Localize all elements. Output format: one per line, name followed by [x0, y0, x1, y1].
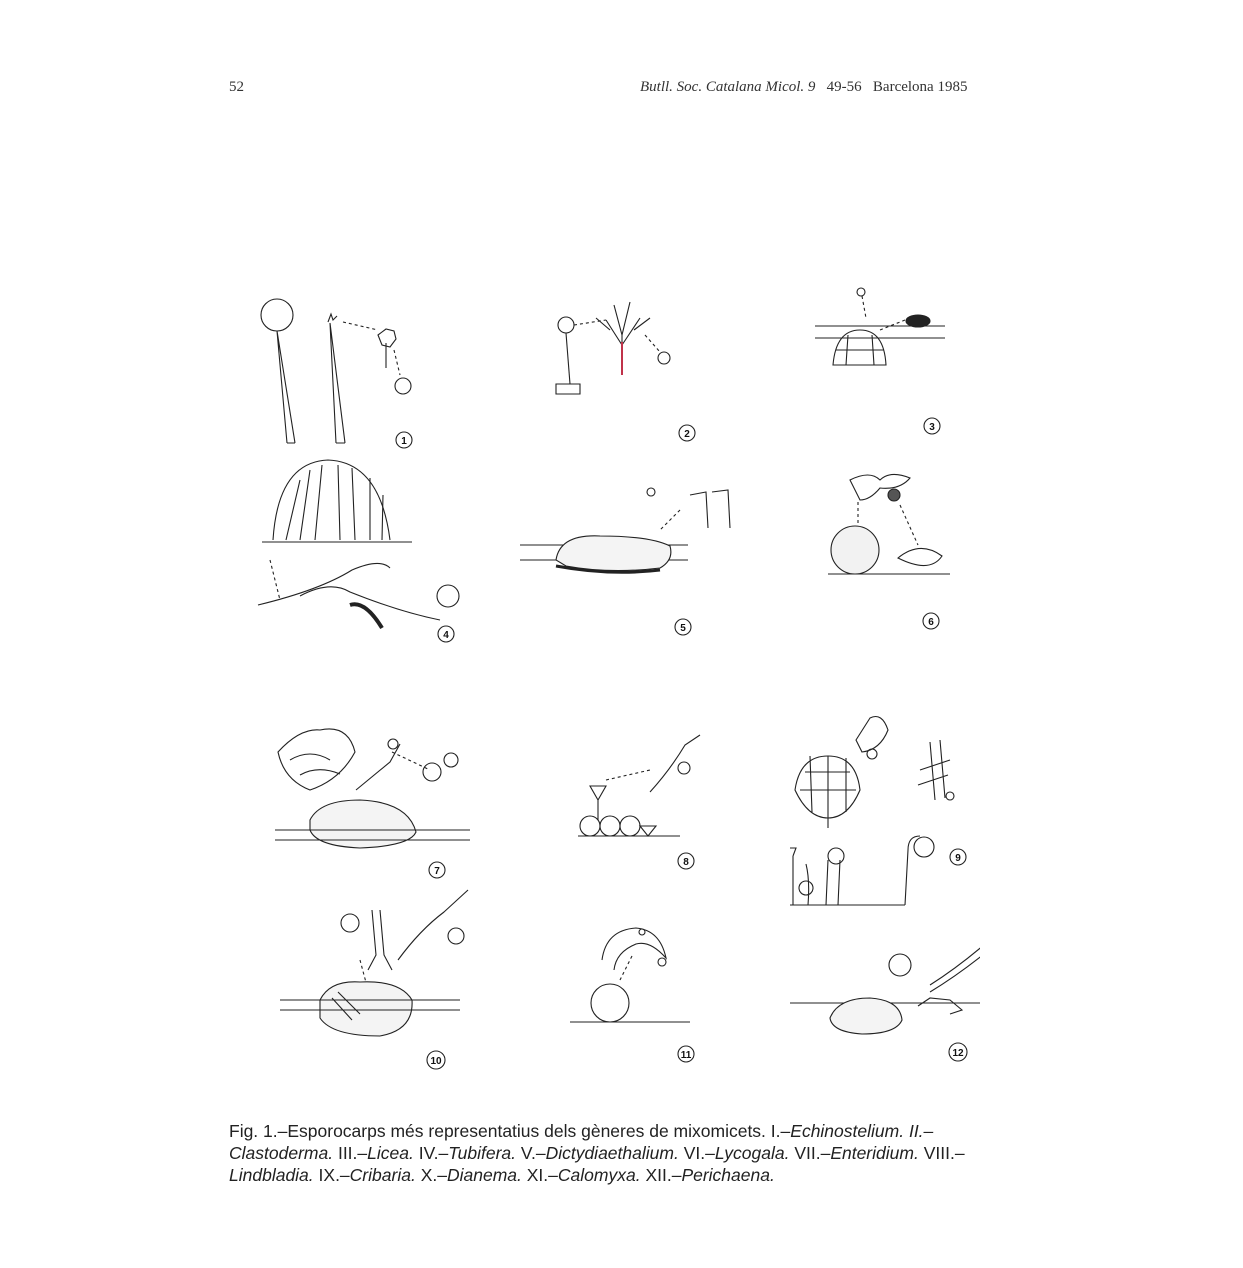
caption-entry: VIII.–Lindbladia.: [229, 1143, 965, 1185]
panel-number-10: [427, 1051, 445, 1069]
svg-text:6: 6: [928, 617, 934, 628]
panel-9-drawing: [790, 717, 954, 906]
panel-number-6: [923, 613, 939, 629]
panel-1-drawing: [261, 299, 411, 443]
svg-text:8: 8: [683, 857, 689, 868]
page-number: 52: [229, 79, 244, 95]
caption-entry: XI.–Calomyxa.: [526, 1165, 641, 1185]
svg-text:2: 2: [684, 429, 690, 440]
panel-number-3: [924, 418, 940, 434]
caption-entry: IV.–Tubifera.: [418, 1143, 517, 1163]
svg-text:3: 3: [929, 422, 935, 433]
panel-7-drawing: [275, 729, 470, 848]
panel-number-8: [678, 853, 694, 869]
caption-entry: XII.–Perichaena.: [645, 1165, 775, 1185]
caption-entry: I.–Echinostelium.: [770, 1121, 905, 1141]
caption-entry: III.–Licea.: [337, 1143, 414, 1163]
panel-number-7: [429, 862, 445, 878]
running-header: [640, 79, 967, 96]
caption-entry: V.–Dictydiaethalium.: [520, 1143, 679, 1163]
svg-text:5: 5: [680, 623, 686, 634]
panel-number-9: [950, 849, 966, 865]
page-range: 49-56: [826, 79, 862, 95]
place-year: Barcelona 1985: [872, 79, 968, 95]
panel-number-2: [679, 425, 695, 441]
caption-entry: II.–Clastoderma.: [229, 1121, 934, 1163]
panel-12-drawing: [790, 938, 980, 1034]
panel-number-1: [396, 432, 412, 448]
caption-lead: Fig. 1.–Esporocarps més representatius dels gèneres de mixomicets.: [229, 1121, 766, 1141]
svg-text:1: 1: [401, 436, 407, 447]
caption-entry: VII.–Enteridium.: [794, 1143, 919, 1163]
panel-number-12: [949, 1043, 967, 1061]
panel-4-drawing: [258, 460, 459, 628]
caption-entry: IX.–Cribaria.: [318, 1165, 416, 1185]
caption-entry: X.–Dianema.: [420, 1165, 522, 1185]
figure-plate: [250, 280, 980, 1080]
panel-5-drawing: [520, 488, 730, 572]
svg-text:4: 4: [443, 630, 449, 641]
caption-entry: VI.–Lycogala.: [683, 1143, 790, 1163]
svg-text:9: 9: [955, 853, 961, 864]
journal-title: Butll. Soc. Catalana Micol. 9: [640, 79, 816, 95]
panel-number-11: [678, 1046, 694, 1062]
panel-3-drawing: [815, 288, 945, 365]
panel-2-drawing: [556, 302, 670, 394]
svg-text:10: 10: [430, 1056, 442, 1067]
svg-text:11: 11: [680, 1050, 692, 1061]
panel-number-5: [675, 619, 691, 635]
svg-text:12: 12: [952, 1048, 964, 1059]
panel-8-drawing: [578, 735, 700, 836]
svg-text:7: 7: [434, 866, 440, 877]
panel-number-4: [438, 626, 454, 642]
panel-11-drawing: [570, 928, 690, 1022]
panel-10-drawing: [280, 890, 468, 1036]
panel-6-drawing: [828, 474, 950, 574]
figure-caption: [229, 1120, 1029, 1186]
